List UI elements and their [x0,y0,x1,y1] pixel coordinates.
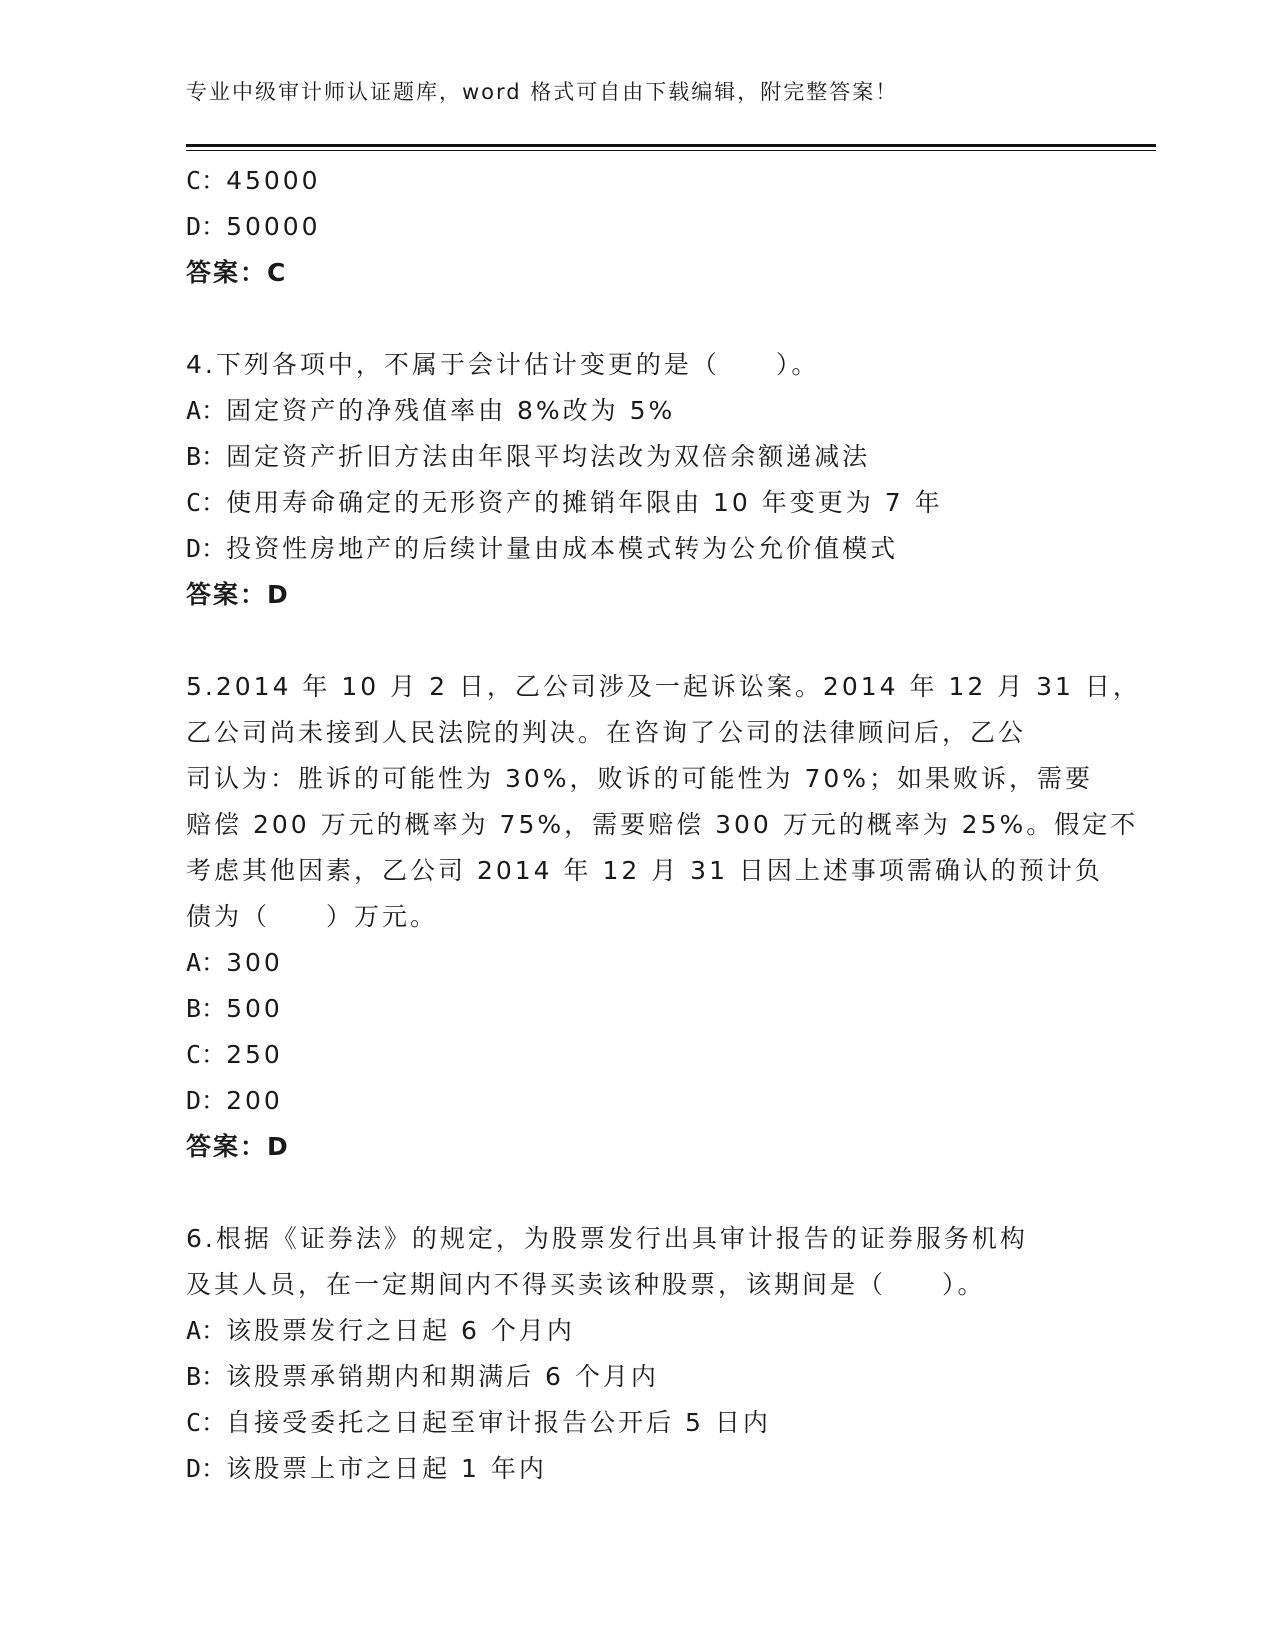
option-prefix: C： [186,166,227,195]
option-a [186,1308,1086,1354]
option-text: 200 [226,1086,283,1115]
spacer [186,618,1086,664]
option-prefix: D： [186,1086,227,1115]
option-prefix: C： [186,488,227,517]
option-d [186,1446,1086,1492]
header-rule-thin [186,150,1156,151]
option-text: 投资性房地产的后续计量由成本模式转为公允价值模式 [226,534,899,563]
option-prefix: C： [186,1408,227,1437]
question-text: 考虑其他因素，乙公司 2014 年 12 月 31 日因上述事项需确认的预计负 [186,856,1103,885]
option-prefix: A： [186,396,227,425]
question-6 [186,1216,1086,1492]
question-3-tail [186,158,1086,296]
option-prefix: B： [186,1362,227,1391]
option-c [186,1400,1086,1446]
question-5 [186,664,1141,1170]
option-prefix: A： [186,1316,227,1345]
option-prefix: D： [186,1454,227,1483]
option-d [186,204,1086,250]
option-prefix: D： [186,534,227,563]
option-text: 该股票上市之日起 1 年内 [226,1454,547,1483]
header-rule-thick [186,144,1156,147]
question-text: 赔偿 200 万元的概率为 75%，需要赔偿 300 万元的概率为 25%。假定不 [186,810,1139,839]
question-text: 4.下列各项中，不属于会计估计变更的是（ ）。 [186,350,820,379]
option-a [186,388,1086,434]
option-text: 自接受委托之日起至审计报告公开后 5 日内 [226,1408,771,1437]
option-prefix: B： [186,442,227,471]
option-text: 300 [226,948,283,977]
option-c [186,158,1086,204]
option-c [186,480,1086,526]
option-text: 固定资产折旧方法由年限平均法改为双倍余额递减法 [226,442,871,471]
option-b [186,434,1086,480]
option-b [186,986,1086,1032]
document-body [186,158,1141,1492]
option-text: 固定资产的净残值率由 8%改为 5% [226,396,676,425]
spacer [186,296,1086,342]
option-prefix: B： [186,994,227,1023]
question-text: 5.2014 年 10 月 2 日，乙公司涉及一起诉讼案。2014 年 12 月 31 日， [186,672,1141,701]
option-b [186,1354,1086,1400]
option-text: 500 [226,994,283,1023]
question-4 [186,342,1086,618]
answer-line: 答案：D [186,580,290,609]
option-text: 250 [226,1040,283,1069]
option-text: 50000 [226,212,321,241]
option-text: 45000 [226,166,321,195]
question-text: 乙公司尚未接到人民法院的判决。在咨询了公司的法律顾问后，乙公 [186,718,1027,747]
option-prefix: D： [186,212,227,241]
question-text: 司认为：胜诉的可能性为 30%，败诉的可能性为 70%；如果败诉，需要 [186,764,1094,793]
spacer [186,1170,1086,1216]
option-a [186,940,1086,986]
page-header: 专业中级审计师认证题库，word 格式可自由下载编辑，附完整答案！ [186,80,899,104]
question-text: 债为（ ）万元。 [186,902,439,931]
option-c [186,1032,1086,1078]
option-prefix: C： [186,1040,227,1069]
option-text: 该股票承销期内和期满后 6 个月内 [226,1362,659,1391]
question-text: 6.根据《证券法》的规定，为股票发行出具审计报告的证券服务机构 [186,1224,1028,1253]
question-text: 及其人员，在一定期间内不得买卖该种股票，该期间是（ ）。 [186,1270,986,1299]
answer-line: 答案：C [186,258,288,287]
answer-line: 答案：D [186,1132,290,1161]
option-d [186,526,1086,572]
option-prefix: A： [186,948,227,977]
option-text: 使用寿命确定的无形资产的摊销年限由 10 年变更为 7 年 [226,488,943,517]
option-text: 该股票发行之日起 6 个月内 [226,1316,575,1345]
option-d [186,1078,1086,1124]
